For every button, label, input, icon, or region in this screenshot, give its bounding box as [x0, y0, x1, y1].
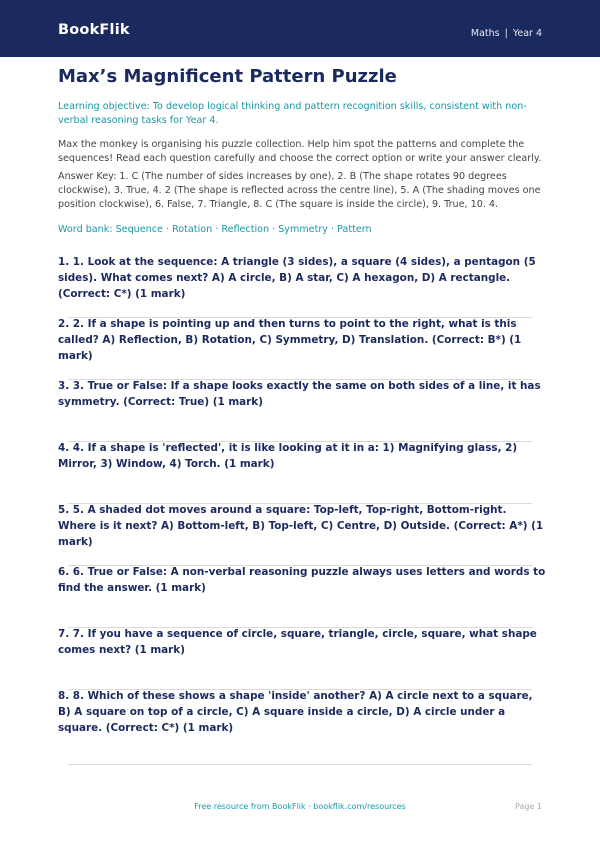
- word-bank: Word bank: Sequence · Rotation · Reflection · Symmetry · Pattern: [58, 224, 372, 235]
- header-meta: [471, 28, 542, 39]
- learning-objective: Learning objective: To develop logical thinking and pattern recognition skills, consistent with non-verbal reasoning tasks for Year 4.: [58, 101, 527, 126]
- question-6: 6. 6. True or False: A non-verbal reasoning puzzle always uses letters and words to find the answer. (1 mark): [58, 566, 546, 594]
- question-7: 7. 7. If you have a sequence of circle, square, triangle, circle, square, what shape comes next? (1 mark): [58, 628, 537, 656]
- question-4: 4. 4. If a shape is 'reflected', it is like looking at it in a: 1) Magnifying glass, 2) Mirror, 3) Window, 4) Torch. (1 mark): [58, 442, 518, 470]
- answer-key: Answer Key: 1. C (The number of sides increases by one), 2. B (The shape rotates 90 degrees clockwise), 3. True, 4. 2 (The shape is reflected across the centre line), 5. A (The shading moves one position clockwise), 6. False, 7. Triangle, 8. C (The square is inside the circle), 9. True, 10. 4.: [58, 171, 541, 210]
- question-5: 5. 5. A shaded dot moves around a square: Top-left, Top-right, Bottom-right. Where is it next? A) Bottom-left, B) Top-left, C) Centre, D) Outside. (Correct: A*) (1 mark): [58, 504, 544, 548]
- question-2: 2. 2. If a shape is pointing up and then turns to point to the right, what is this called? A) Reflection, B) Rotation, C) Symmetry, D) Translation. (Correct: B*) (1 mark): [58, 318, 522, 362]
- year-label: Year 4: [512, 28, 542, 39]
- intro-text: Max the monkey is organising his puzzle collection. Help him spot the patterns and complete the sequences! Read each question carefully and choose the correct option or write your answer clearly.: [58, 139, 542, 164]
- question-8: 8. 8. Which of these shows a shape 'inside' another? A) A circle next to a square, B) A square on top of a circle, C) A square inside a circle, D) A circle under a square. (Correct: C*) (1 mark): [58, 690, 533, 734]
- meta-separator: |: [504, 28, 508, 39]
- brand-logo[interactable]: BookFlik: [58, 22, 130, 38]
- worksheet-title: Max’s Magnificent Pattern Puzzle: [58, 66, 397, 87]
- footer-divider: [68, 764, 532, 765]
- page-number: Page 1: [515, 802, 542, 811]
- question-1: 1. 1. Look at the sequence: A triangle (3 sides), a square (4 sides), a pentagon (5 sides). What comes next? A) A circle, B) A star, C) A hexagon, D) A rectangle. (Correct: C*) (1 mark): [58, 256, 536, 300]
- question-3: 3. 3. True or False: If a shape looks exactly the same on both sides of a line, it has symmetry. (Correct: True) (1 mark): [58, 380, 541, 408]
- footer-resource-link[interactable]: Free resource from BookFlik · bookflik.com/resources: [194, 802, 406, 811]
- subject-label: Maths: [470, 28, 500, 39]
- header-bar: [0, 0, 600, 57]
